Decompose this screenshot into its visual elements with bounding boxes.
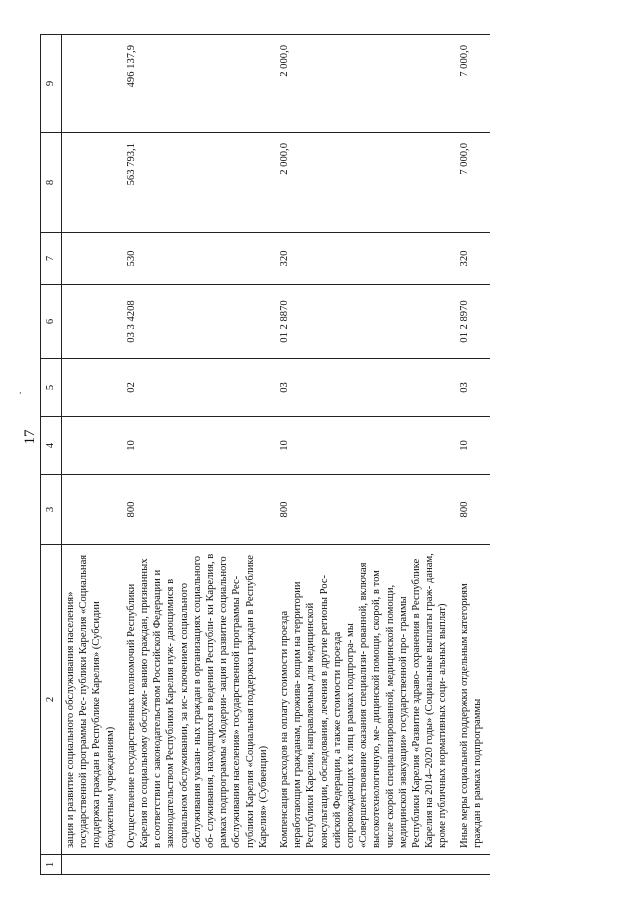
budget-table xyxy=(40,34,490,875)
cell-col-6: 01 2 8870 xyxy=(276,285,456,359)
header-col-6: 6 xyxy=(41,285,62,359)
header-col-5: 5 xyxy=(41,359,62,417)
cell-col-8: 563 793,1 xyxy=(123,133,276,233)
cell-col-3: 800 xyxy=(276,475,456,545)
header-row xyxy=(41,35,62,875)
rotated-sheet xyxy=(40,35,595,875)
page-number: 17 xyxy=(22,429,38,445)
cell-col-7: 530 xyxy=(123,233,276,285)
header-col-8: 8 xyxy=(41,133,62,233)
table-row xyxy=(62,35,123,875)
cell-col-4: 10 xyxy=(456,417,490,475)
cell-col-8 xyxy=(62,133,123,233)
cell-col-6: 01 2 8970 xyxy=(456,285,490,359)
cell-col-5: 02 xyxy=(123,359,276,417)
cell-description: зация и развитие социального обслуживания населения» государственной программы Рес- публики Карелия «Социальная поддержка граждан в Республике Карелия» (Субсидии бюджетным учреждениям) xyxy=(62,545,123,855)
cell-description: Компенсация расходов на оплату стоимости проезда неработающим гражданам, прожива- ющим на территории Республики Карелия, направляемым для медицинской консультации, обследования, лечения в другие регионы Рос- сийской Федерации, а также стоимости проезда сопровождающих их лиц в рамках подпрогра- мы «Совершенствование оказания специализи- рованной, включая высокотехнологичную, ме- дицинской помощи, скорой, в том числе скорой специализированной, медицинской помощи, медицинской эвакуации» государственной про- граммы Республики Карелия «Развитие здраво- охранения в Республике Карелия на 2014–2020 годы» (Социальные выплаты граж- данам, кроме публичных нормативных соци- альных выплат) xyxy=(276,545,456,855)
cell-col-4: 10 xyxy=(276,417,456,475)
cell-col-4 xyxy=(62,417,123,475)
cell-description: Осуществление государственных полномочий Республики Карелия по социальному обслужи- ванию граждан, признанных в соответствии с законодательством Российской Федерации и законодательством Республики Карелия нуж- дающимися в социальном обслуживании, за ис- ключением социального обслуживания указан- ных граждан в организациях социального об- служивания, находящихся в ведении Республи- ки Карелия, в рамках подпрограммы «Модерни- зация и развитие социального обслуживания населения» государственной программы Рес- публики Карелия «Социальная поддержка граждан в Республике Карелия» (Субвенции) xyxy=(123,545,276,855)
table-row xyxy=(456,35,490,875)
header-col-9: 9 xyxy=(41,35,62,133)
cell-col-9: 496 137,9 xyxy=(123,35,276,133)
cell-col-1 xyxy=(123,855,276,875)
table-row xyxy=(123,35,276,875)
cell-col-3: 800 xyxy=(456,475,490,545)
cell-col-7: 320 xyxy=(456,233,490,285)
cell-col-1 xyxy=(456,855,490,875)
cell-col-9 xyxy=(62,35,123,133)
header-col-7: 7 xyxy=(41,233,62,285)
cell-col-9: 2 000,0 xyxy=(276,35,456,133)
cell-col-9: 7 000,0 xyxy=(456,35,490,133)
cell-col-6: 03 3 4208 xyxy=(123,285,276,359)
cell-col-7 xyxy=(62,233,123,285)
header-col-4: 4 xyxy=(41,417,62,475)
cell-col-7: 320 xyxy=(276,233,456,285)
cell-col-8: 2 000,0 xyxy=(276,133,456,233)
cell-col-1 xyxy=(276,855,456,875)
cell-col-3: 800 xyxy=(123,475,276,545)
cell-col-4: 10 xyxy=(123,417,276,475)
header-col-2: 2 xyxy=(41,545,62,855)
cell-description: Иные меры социальной поддержки отдельным категориям граждан в рамках подпрограммы xyxy=(456,545,490,855)
cell-col-5 xyxy=(62,359,123,417)
table-row xyxy=(276,35,456,875)
header-col-3: 3 xyxy=(41,475,62,545)
margin-mark: · xyxy=(16,391,27,395)
header-col-1: 1 xyxy=(41,855,62,875)
cell-col-5: 03 xyxy=(456,359,490,417)
cell-col-8: 7 000,0 xyxy=(456,133,490,233)
cell-col-6 xyxy=(62,285,123,359)
cell-col-5: 03 xyxy=(276,359,456,417)
cell-col-3 xyxy=(62,475,123,545)
cell-col-1 xyxy=(62,855,123,875)
